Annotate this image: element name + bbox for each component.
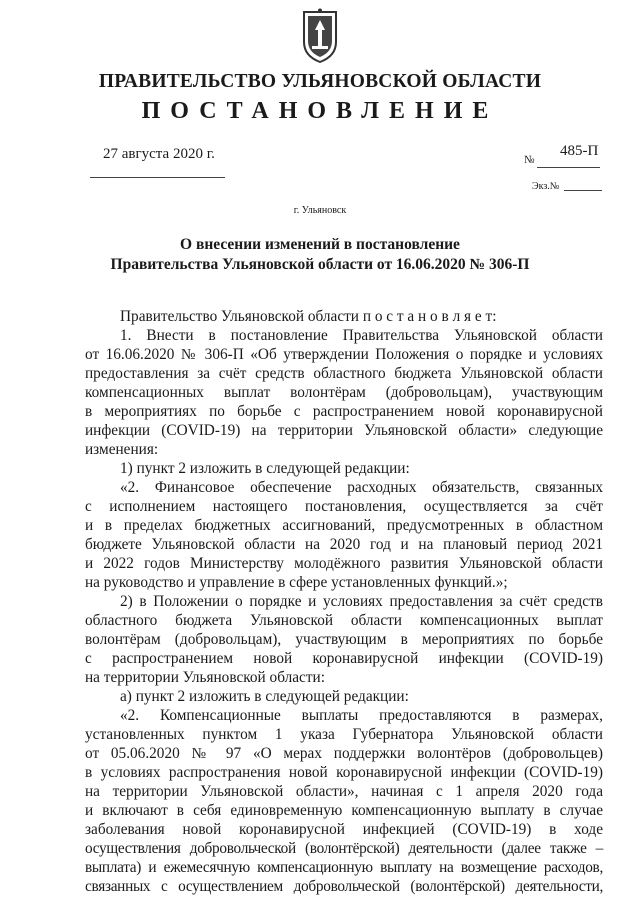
city: г. Ульяновск bbox=[293, 205, 347, 216]
body-line: от 05.06.2020 № 97 «О мерах поддержки волонтёров (добровольцев) bbox=[85, 745, 603, 762]
body-line: компенсационных выплат волонтёрам (добровольцам), участвующим bbox=[85, 384, 603, 401]
body-line: выплата) и ежемесячную компенсационную выплату на возмещение расходов, bbox=[85, 859, 603, 876]
body-line: областного бюджета Ульяновской области компенсационных выплат bbox=[85, 612, 603, 629]
date-underline bbox=[90, 177, 225, 178]
body-line: заболевания новой коронавирусной инфекцией (COVID-19) в ходе bbox=[85, 821, 603, 838]
body-line: изменения: bbox=[85, 441, 159, 458]
document-type: ПОСТАНОВЛЕНИЕ bbox=[141, 98, 499, 124]
body-line: волонтёрам (добровольцам), участвующим в мероприятиях по борьбе bbox=[85, 631, 603, 648]
copy-underline bbox=[564, 190, 602, 191]
body-line: Правительство Ульяновской области п о с т а н о в л я е т: bbox=[120, 308, 497, 325]
body-line: 1. Внести в постановление Правительства Ульяновской области bbox=[120, 327, 603, 344]
number-prefix: № bbox=[524, 154, 535, 166]
title-line-2: Правительства Ульяновской области от 16.06.2020 № 306-П bbox=[110, 256, 530, 273]
body-line: от 16.06.2020 № 306-П «Об утверждении Положения о порядке и условиях bbox=[85, 346, 603, 363]
body-line: 2) в Положении о порядке и условиях предоставления за счёт средств bbox=[120, 593, 603, 610]
body-line: установленных пунктом 1 указа Губернатора Ульяновской области bbox=[85, 726, 603, 743]
body-line: и включают в себя единовременную компенсационную выплату в случае bbox=[85, 802, 603, 819]
coat-of-arms-icon bbox=[300, 8, 340, 64]
body-line: с исполнением настоящего постановления, осуществляется за счёт bbox=[85, 498, 603, 515]
body-line: с распространением новой коронавирусной инфекции (COVID-19) bbox=[85, 650, 603, 667]
body-line: на территории Ульяновской области», начиная с 1 апреля 2020 года bbox=[85, 783, 603, 800]
number-underline bbox=[537, 167, 600, 168]
body-line: а) пункт 2 изложить в следующей редакции: bbox=[120, 688, 409, 705]
body-line: бюджете Ульяновской области на 2020 год и на плановый период 2021 bbox=[85, 536, 603, 553]
body-line: «2. Компенсационные выплаты предоставляются в размерах, bbox=[120, 707, 603, 724]
government-name: ПРАВИТЕЛЬСТВО УЛЬЯНОВСКОЙ ОБЛАСТИ bbox=[98, 71, 542, 92]
body-line: и 2022 годов Министерству молодёжного развития Ульяновской области bbox=[85, 555, 603, 572]
document-number: 485-П bbox=[560, 143, 599, 159]
body-line: связанных с осуществлением добровольческой (волонтёрской) деятельности, bbox=[85, 878, 603, 895]
body-line: на территории Ульяновской области: bbox=[85, 669, 325, 686]
title-line-1: О внесении изменений в постановление bbox=[180, 236, 460, 253]
copy-label: Экз.№ bbox=[532, 181, 560, 192]
document-date: 27 августа 2020 г. bbox=[103, 146, 215, 162]
body-line: и в пределах бюджетных ассигнований, предусмотренных в областном bbox=[85, 517, 603, 534]
body-line: в мероприятиях по борьбе с распространением новой коронавирусной bbox=[85, 403, 603, 420]
body-line: на руководство и управление в сфере установленных функций.»; bbox=[85, 574, 508, 591]
body-line: 1) пункт 2 изложить в следующей редакции: bbox=[120, 460, 410, 477]
body-line: «2. Финансовое обеспечение расходных обязательств, связанных bbox=[120, 479, 603, 496]
body-line: предоставления за счёт средств областного бюджета Ульяновской области bbox=[85, 365, 603, 382]
body-line: инфекции (COVID-19) на территории Ульяновской области» следующие bbox=[85, 422, 603, 439]
body-line: в условиях распространения новой коронавирусной инфекции (COVID-19) bbox=[85, 764, 603, 781]
body-line: осуществления добровольческой (волонтёрской) деятельности (далее также – bbox=[85, 840, 603, 857]
